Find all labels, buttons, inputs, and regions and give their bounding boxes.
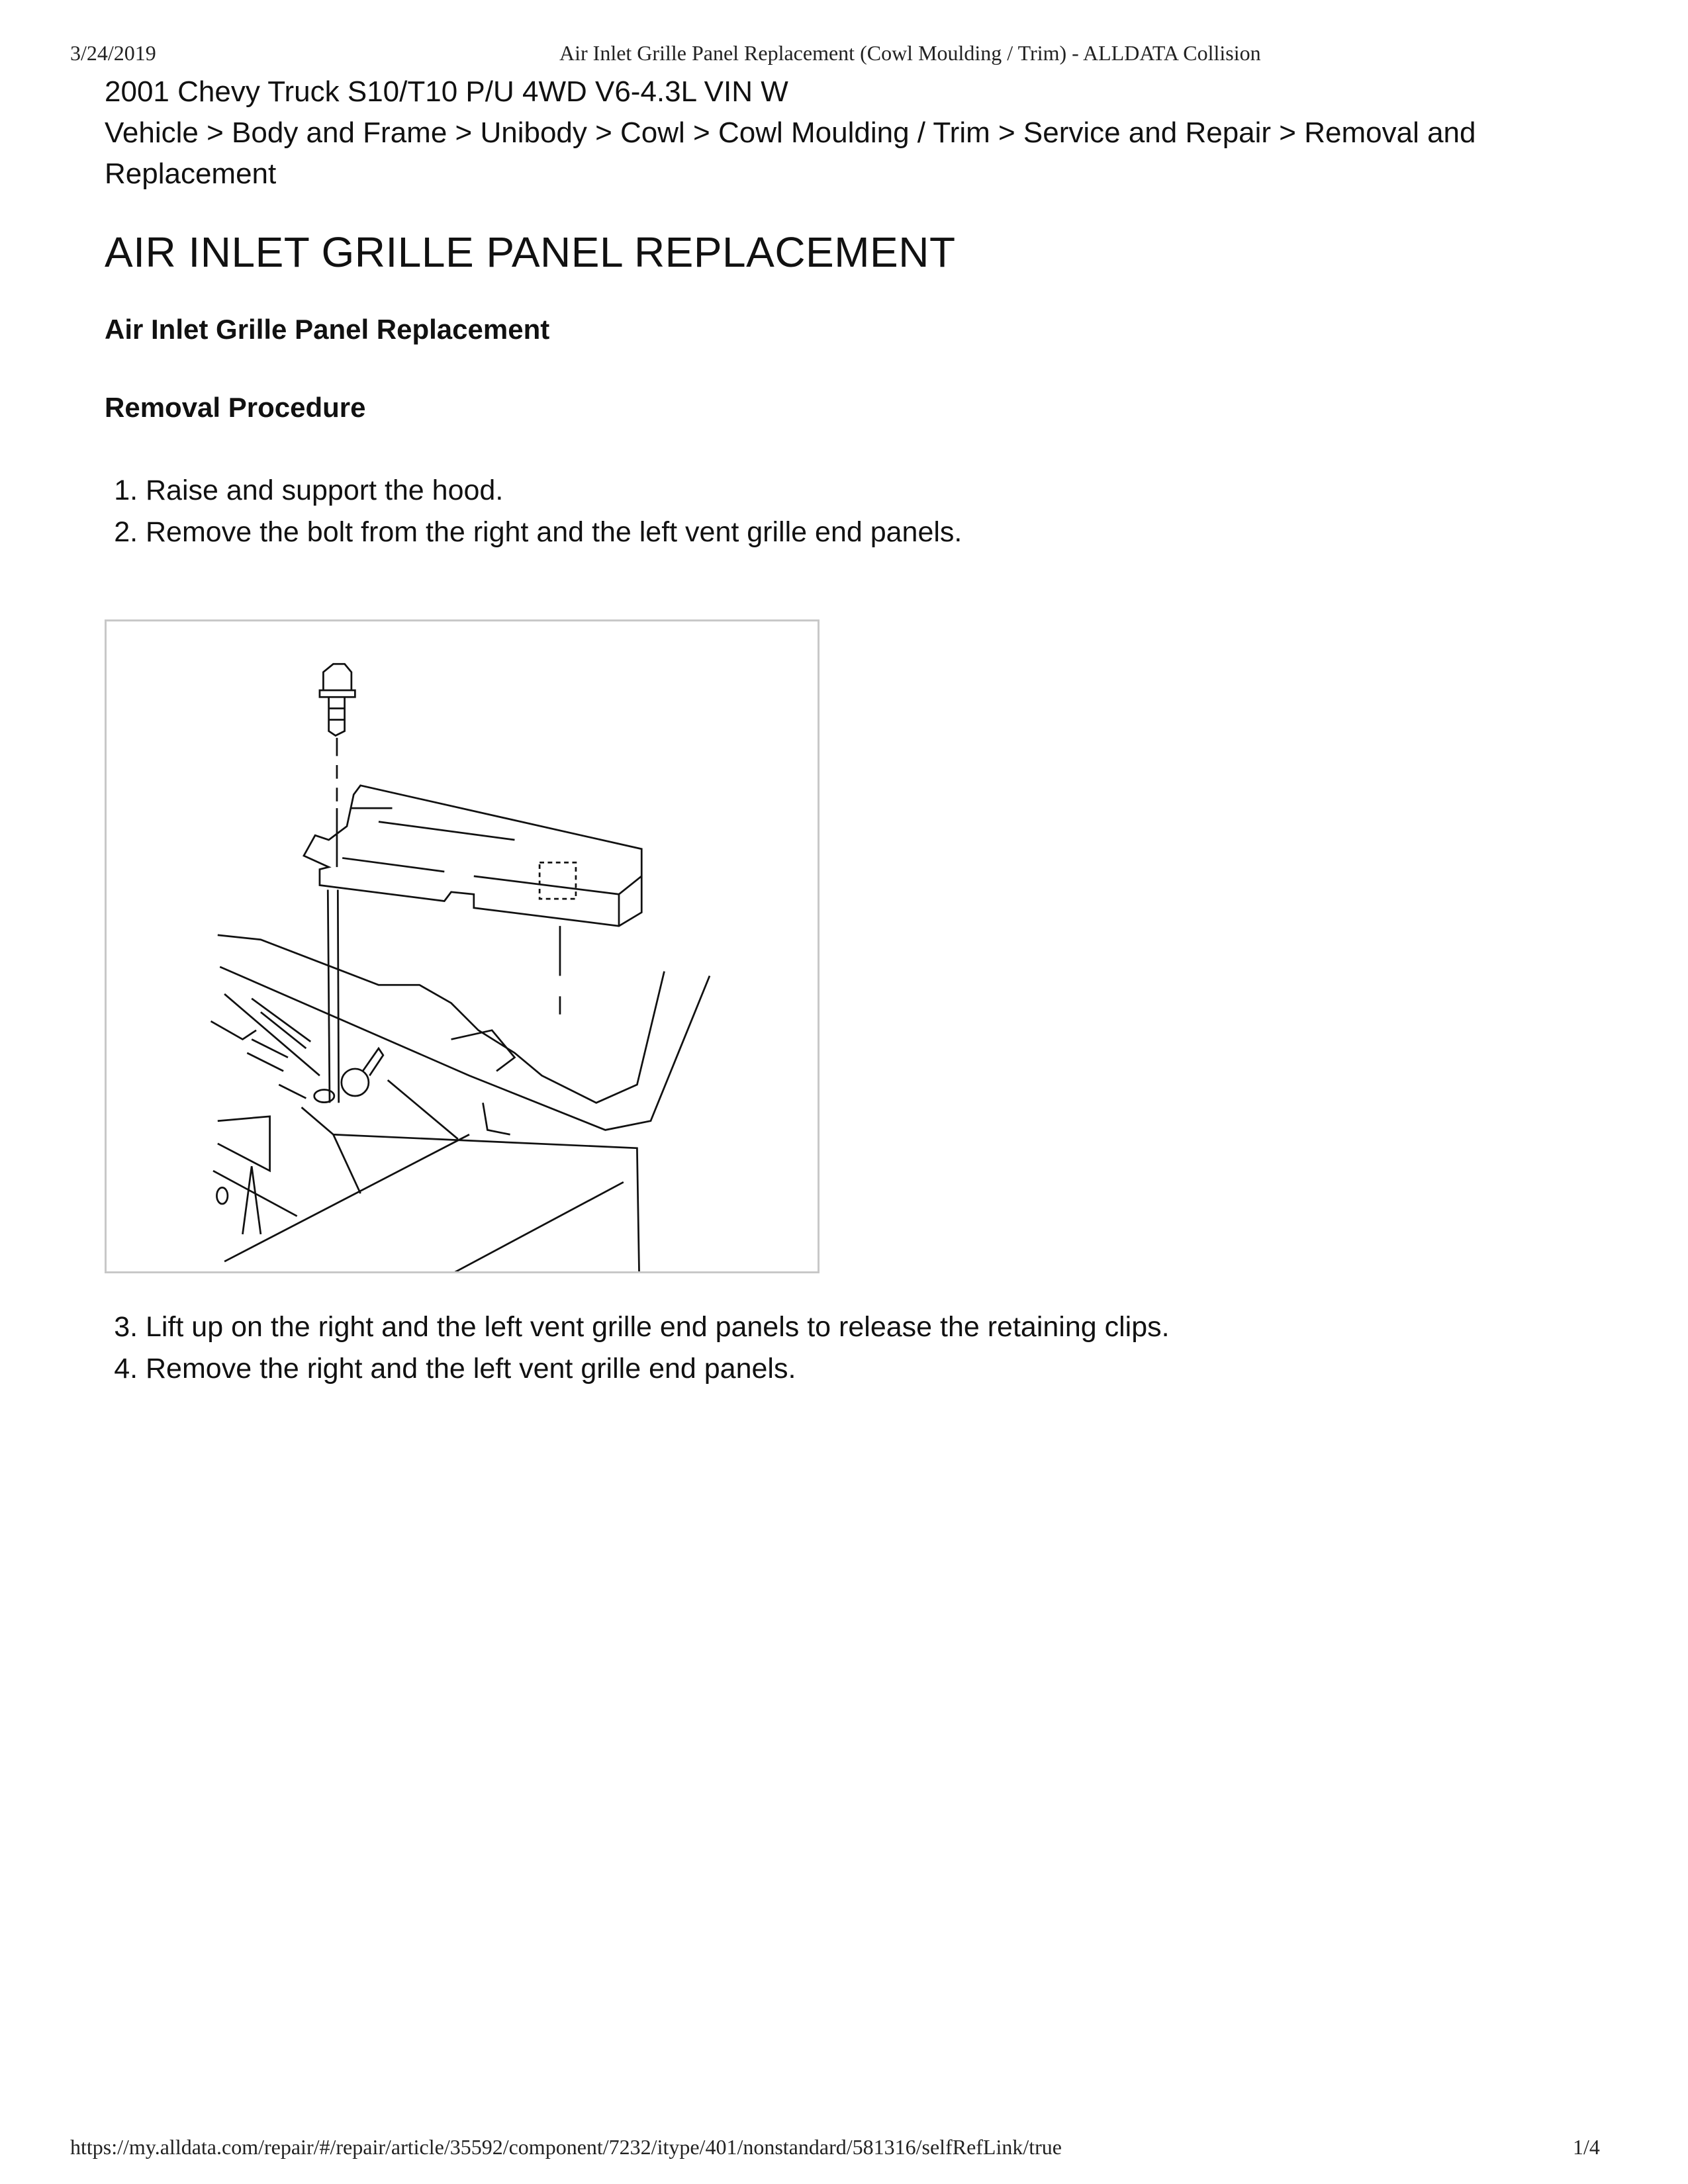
print-date: 3/24/2019 [70,41,156,65]
step-item: 1. Raise and support the hood. [146,470,1601,512]
step-item: 2. Remove the bolt from the right and the left vent grille end panels. [146,512,1601,553]
step-item: 4. Remove the right and the left vent grille end panels. [146,1348,1601,1390]
print-url: https://my.alldata.com/repair/#/repair/article/35592/component/7232/itype/401/nonstandard/581316/selfRefLink/true [70,2135,1062,2159]
print-title: Air Inlet Grille Panel Replacement (Cowl Moulding / Trim) - ALLDATA Collision [559,41,1261,65]
page-number: 1/4 [1573,2135,1600,2159]
vehicle-name: 2001 Chevy Truck S10/T10 P/U 4WD V6-4.3L VIN W [105,75,788,108]
steps-list-continued [105,1306,1601,1390]
bolt-and-panel-diagram [107,621,818,1271]
page-title: AIR INLET GRILLE PANEL REPLACEMENT [105,228,956,276]
grille-panel-illustration [105,619,820,1273]
breadcrumb[interactable]: Vehicle > Body and Frame > Unibody > Cowl > Cowl Moulding / Trim > Service and Repair > Removal and Replacement [105,116,1476,190]
procedure-title: Removal Procedure [105,392,366,423]
article [105,71,1601,1390]
section-title: Air Inlet Grille Panel Replacement [105,314,550,345]
step-item: 3. Lift up on the right and the left vent grille end panels to release the retaining clips. [146,1306,1601,1348]
steps-list [105,470,1601,553]
